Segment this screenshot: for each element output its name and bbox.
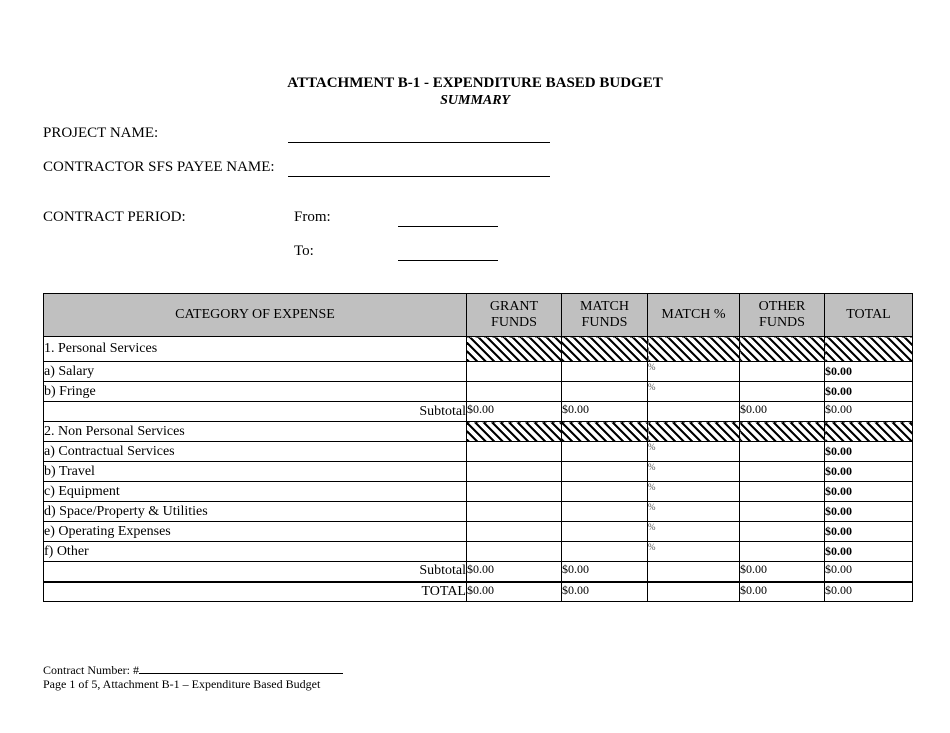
header-match-percent: MATCH % (648, 294, 740, 337)
grant-cell[interactable] (467, 382, 562, 402)
grand-total-grant: $0.00 (467, 582, 562, 602)
hatched-cell (740, 337, 825, 362)
subtotal-match-pct (648, 562, 740, 582)
table-row (44, 522, 913, 542)
grant-cell[interactable] (467, 482, 562, 502)
to-label: To: (294, 243, 314, 259)
match-pct-cell[interactable]: % (648, 442, 740, 462)
grant-cell[interactable] (467, 462, 562, 482)
contract-number (43, 662, 343, 678)
match-pct-cell[interactable]: % (648, 522, 740, 542)
header-other-funds: OTHER FUNDS (740, 294, 825, 337)
other-cell[interactable] (740, 522, 825, 542)
header-match-funds: MATCH FUNDS (562, 294, 648, 337)
header-total: TOTAL (825, 294, 913, 337)
match-cell[interactable] (562, 382, 648, 402)
match-cell[interactable] (562, 442, 648, 462)
total-cell: $0.00 (825, 542, 913, 562)
other-cell[interactable] (740, 462, 825, 482)
row-label: e) Operating Expenses (44, 522, 467, 542)
hatched-cell (825, 422, 913, 442)
match-pct-cell[interactable]: % (648, 542, 740, 562)
subtotal-total: $0.00 (825, 402, 913, 422)
total-cell: $0.00 (825, 382, 913, 402)
document-subtitle: SUMMARY (440, 93, 510, 108)
hatched-cell (467, 422, 562, 442)
total-cell: $0.00 (825, 502, 913, 522)
subtotal-row (44, 562, 913, 582)
total-cell: $0.00 (825, 442, 913, 462)
grand-total-match: $0.00 (562, 582, 648, 602)
payee-name-field[interactable] (288, 176, 550, 177)
match-pct-cell[interactable]: % (648, 362, 740, 382)
other-cell[interactable] (740, 542, 825, 562)
row-label: f) Other (44, 542, 467, 562)
subtotal-other: $0.00 (740, 562, 825, 582)
hatched-cell (740, 422, 825, 442)
contract-number-label: Contract Number: # (43, 663, 139, 677)
other-cell[interactable] (740, 362, 825, 382)
total-cell: $0.00 (825, 482, 913, 502)
hatched-cell (825, 337, 913, 362)
match-cell[interactable] (562, 522, 648, 542)
from-date-field[interactable] (398, 226, 498, 227)
subtotal-match: $0.00 (562, 562, 648, 582)
row-label: b) Fringe (44, 382, 467, 402)
subtotal-label: Subtotal (44, 402, 467, 422)
table-row (44, 502, 913, 522)
table-row (44, 462, 913, 482)
other-cell[interactable] (740, 482, 825, 502)
other-cell[interactable] (740, 442, 825, 462)
total-cell: $0.00 (825, 522, 913, 542)
hatched-cell (648, 422, 740, 442)
grant-cell[interactable] (467, 522, 562, 542)
section-personal-services-row (44, 337, 913, 362)
grant-cell[interactable] (467, 542, 562, 562)
hatched-cell (467, 337, 562, 362)
section-label: 2. Non Personal Services (44, 422, 467, 442)
header-category: CATEGORY OF EXPENSE (44, 294, 467, 337)
hatched-cell (562, 422, 648, 442)
other-cell[interactable] (740, 502, 825, 522)
budget-table (43, 293, 913, 602)
grant-cell[interactable] (467, 502, 562, 522)
contract-number-field[interactable] (139, 662, 343, 674)
table-row (44, 482, 913, 502)
subtotal-grant: $0.00 (467, 562, 562, 582)
grant-cell[interactable] (467, 362, 562, 382)
subtotal-grant: $0.00 (467, 402, 562, 422)
match-pct-cell[interactable]: % (648, 482, 740, 502)
table-header-row (44, 294, 913, 337)
total-cell: $0.00 (825, 362, 913, 382)
total-cell: $0.00 (825, 462, 913, 482)
match-pct-cell[interactable]: % (648, 462, 740, 482)
other-cell[interactable] (740, 382, 825, 402)
row-label: b) Travel (44, 462, 467, 482)
table-row (44, 442, 913, 462)
project-name-label: PROJECT NAME: (43, 125, 159, 141)
row-label: a) Salary (44, 362, 467, 382)
subtotal-row (44, 402, 913, 422)
match-cell[interactable] (562, 362, 648, 382)
grand-total-label: TOTAL (44, 582, 467, 602)
subtotal-total: $0.00 (825, 562, 913, 582)
subtotal-other: $0.00 (740, 402, 825, 422)
section-non-personal-services-row (44, 422, 913, 442)
match-cell[interactable] (562, 542, 648, 562)
subtotal-label: Subtotal (44, 562, 467, 582)
grand-total-other: $0.00 (740, 582, 825, 602)
contract-period-label: CONTRACT PERIOD: (43, 209, 186, 225)
subtotal-match: $0.00 (562, 402, 648, 422)
grand-total-match-pct (648, 582, 740, 602)
row-label: c) Equipment (44, 482, 467, 502)
table-row (44, 382, 913, 402)
header-grant-funds: GRANT FUNDS (467, 294, 562, 337)
to-date-field[interactable] (398, 260, 498, 261)
project-name-field[interactable] (288, 142, 550, 143)
match-pct-cell[interactable]: % (648, 382, 740, 402)
match-cell[interactable] (562, 502, 648, 522)
hatched-cell (562, 337, 648, 362)
hatched-cell (648, 337, 740, 362)
payee-name-label: CONTRACTOR SFS PAYEE NAME: (43, 159, 275, 175)
grand-total-row (44, 582, 913, 602)
row-label: d) Space/Property & Utilities (44, 502, 467, 522)
match-pct-cell[interactable]: % (648, 502, 740, 522)
row-label: a) Contractual Services (44, 442, 467, 462)
section-label: 1. Personal Services (44, 337, 467, 362)
match-cell[interactable] (562, 482, 648, 502)
match-cell[interactable] (562, 462, 648, 482)
subtotal-match-pct (648, 402, 740, 422)
table-row (44, 542, 913, 562)
page-info: Page 1 of 5, Attachment B-1 – Expenditure Based Budget (43, 677, 321, 691)
grand-total-total: $0.00 (825, 582, 913, 602)
grant-cell[interactable] (467, 442, 562, 462)
document-title: ATTACHMENT B-1 - EXPENDITURE BASED BUDGET (287, 75, 663, 91)
table-row (44, 362, 913, 382)
from-label: From: (294, 209, 331, 225)
